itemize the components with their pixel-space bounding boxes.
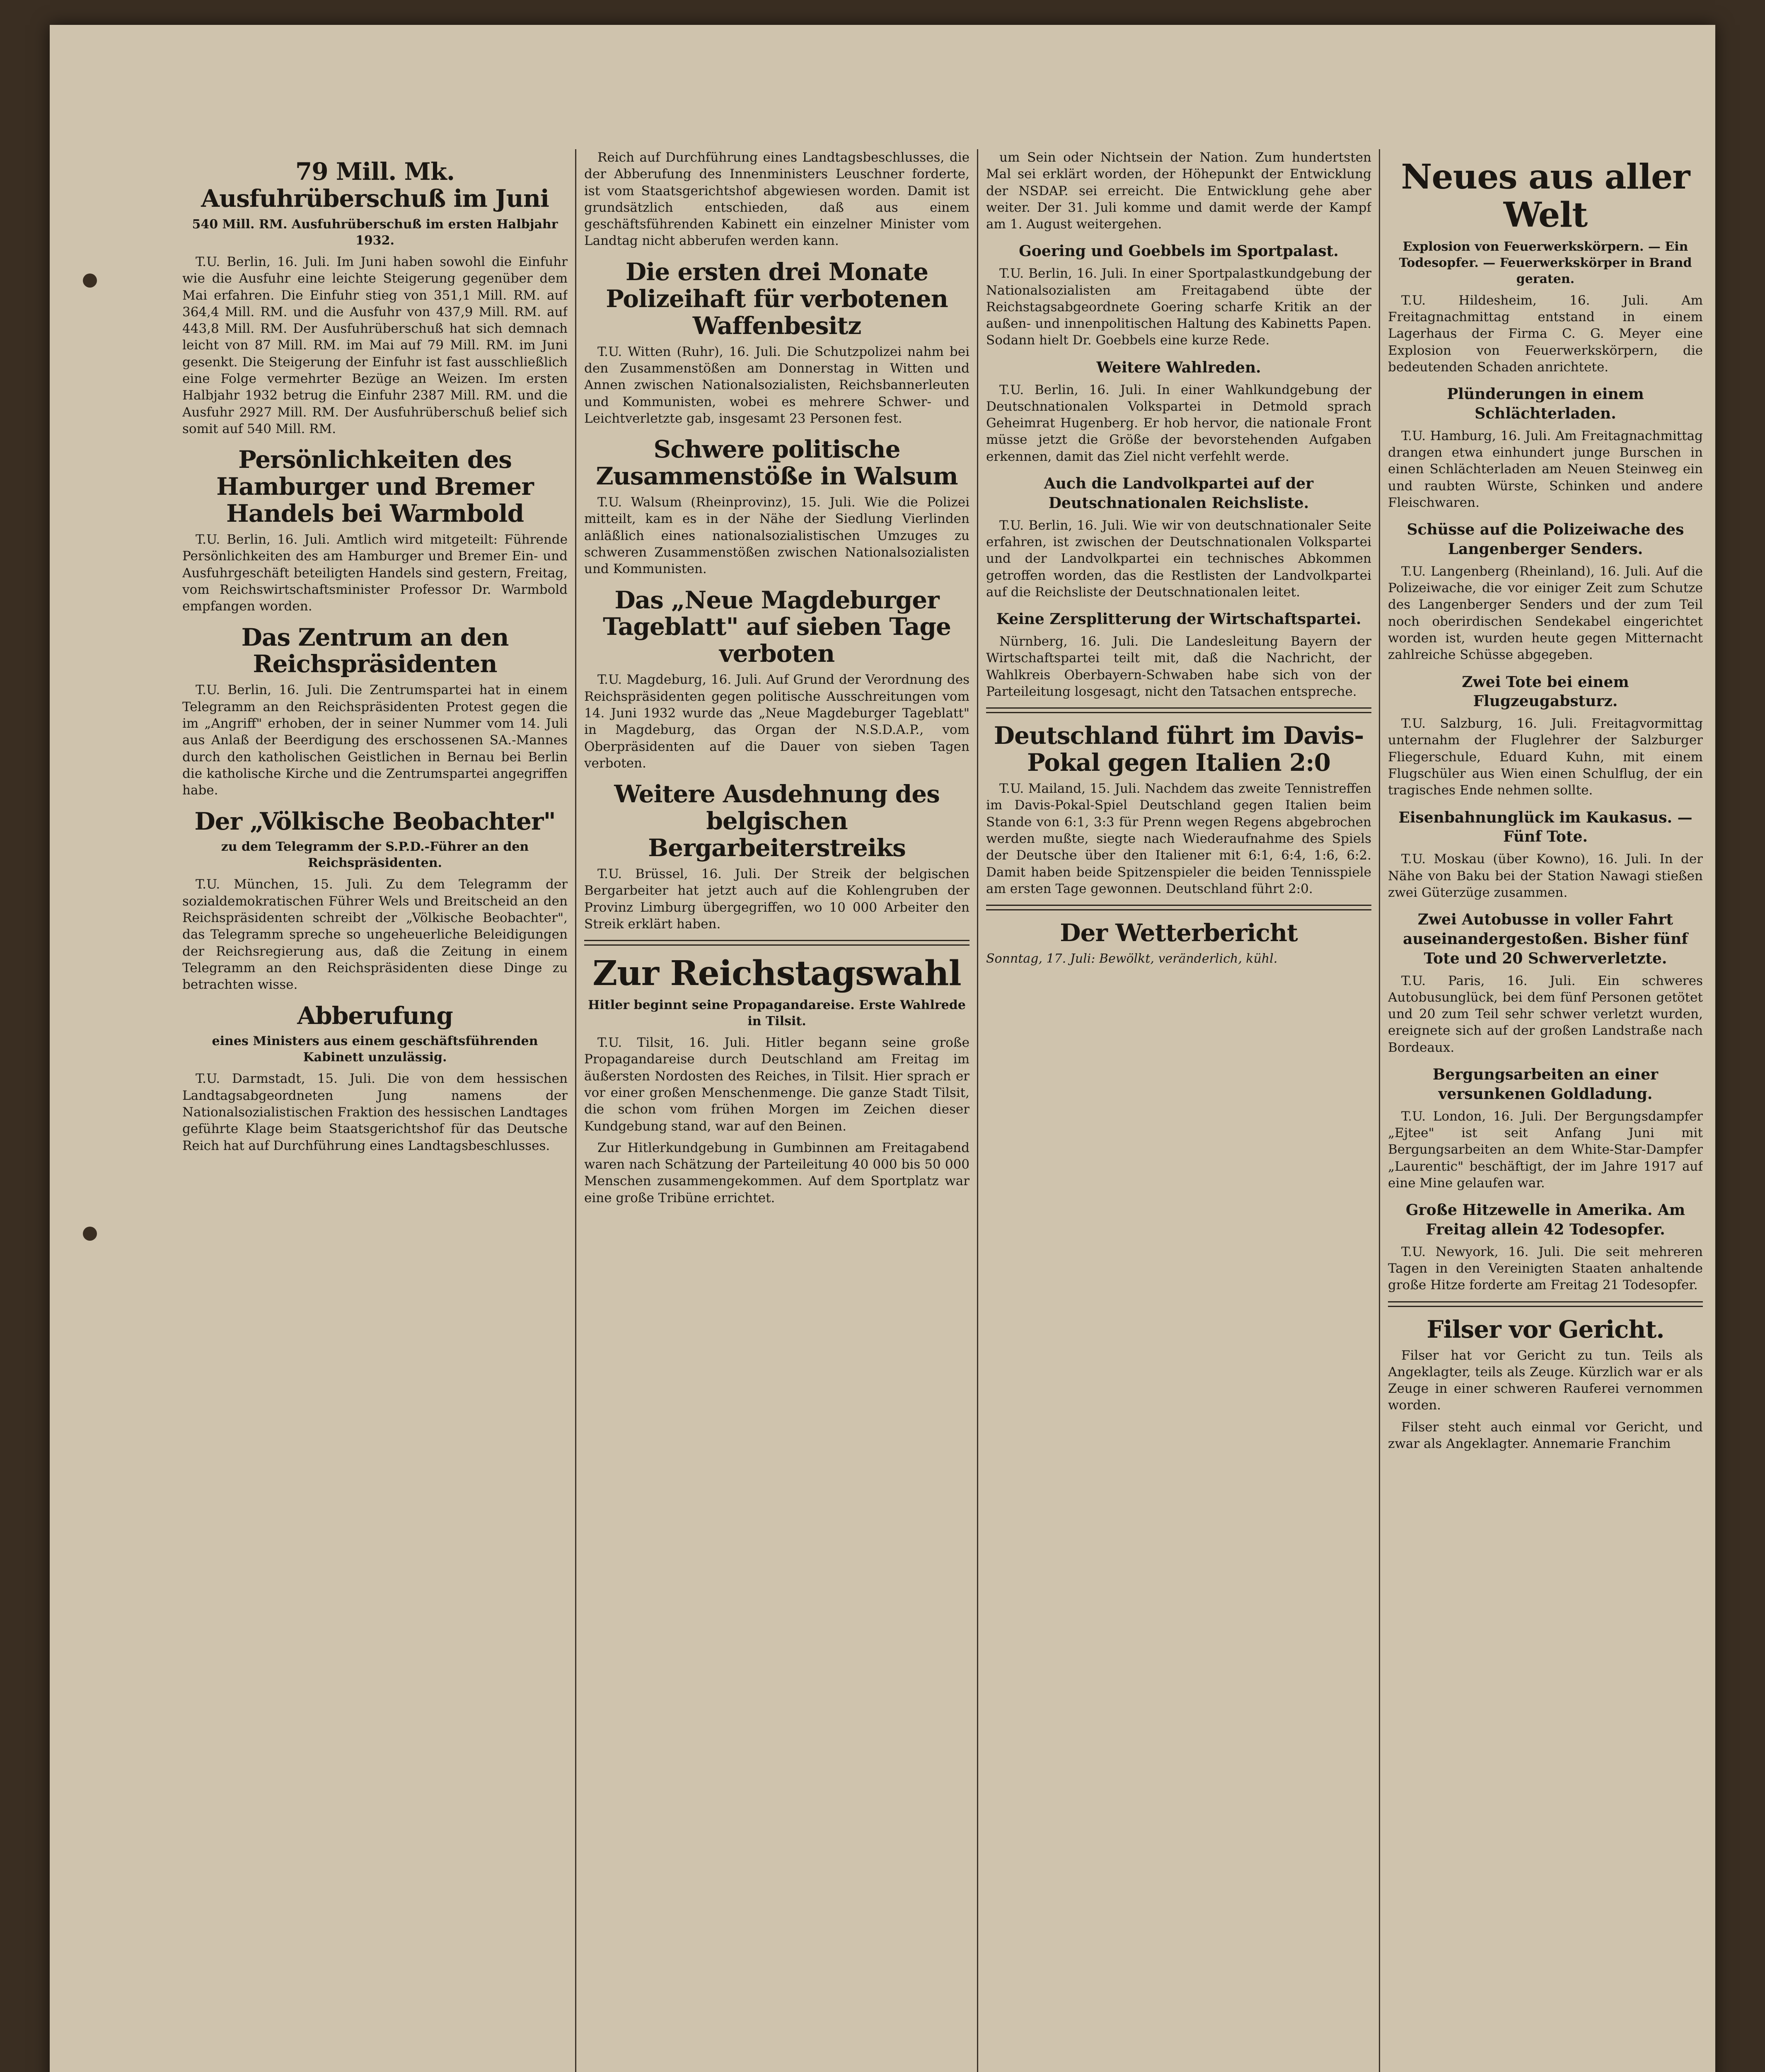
article-headline: Deutschland führt im Davis-Pokal gegen Italien 2:0 <box>994 721 1364 777</box>
punch-hole <box>83 1227 97 1241</box>
article-text: um Sein oder Nichtsein der Nation. Zum hundertsten Mal sei erklärt worden, der Höhepunkt der Entwicklung der NSDAP. sei erreicht. Die Entwicklung gehe aber weiter. Der 31. Juli komme und damit werde der Kampf am 1. August weitergehen. <box>986 150 1371 232</box>
article-headline: Schüsse auf die Polizeiwache des Langenberger Senders. <box>1407 521 1684 558</box>
article-headline: Eisenbahnunglück im Kaukasus. — Fünf Tote. <box>1398 808 1692 846</box>
column-rule <box>575 149 576 2072</box>
article-text: Nürnberg, 16. Juli. Die Landesleitung Bayern der Wirtschaftspartei teilt mit, daß die Nachricht, der Wahlkreis Oberbayern-Schwaben habe sich von der Parteileitung losgesagt, nicht den Tatsachen entspreche. <box>986 634 1371 699</box>
article-headline: Das Zentrum an den Reichspräsidenten <box>241 623 509 678</box>
section-divider <box>986 707 1371 713</box>
article-subheadline: zu dem Telegramm der S.P.D.-Führer an den Reichspräsidenten. <box>221 840 529 871</box>
newspaper-page <box>50 25 1715 2072</box>
article-text: T.U. Darmstadt, 15. Juli. Die von dem hessischen Landtagsabgeordneten Jung namens der Nationalsozialistischen Fraktion des hessischen Landtages geführte Klage beim Staatsgerichtshof für das Deutsche Reich hat auf Durchführung eines Landtagsbeschlusses. <box>182 1071 568 1153</box>
article-text: T.U. Berlin, 16. Juli. In einer Wahlkundgebung der Deutschnationalen Volkspartei in Detmold sprach Geheimrat Hugenberg. Er hob hervor, die nationale Front müsse jetzt die Größe der bevorstehenden Aufgaben erkennen, damit das Ziel nicht verfehlt werde. <box>986 382 1371 464</box>
article-headline: Weitere Ausdehnung des belgischen Bergarbeiterstreiks <box>614 780 940 862</box>
article-text: T.U. London, 16. Juli. Der Bergungsdampfer „Ejtee" ist seit Anfang Juni mit Bergungsarbeiten an dem White-Star-Dampfer „Laurentic" beschäftigt, der im Jahre 1917 auf eine Mine gelaufen war. <box>1388 1109 1703 1191</box>
article-text: T.U. Brüssel, 16. Juli. Der Streik der belgischen Bergarbeiter hat jetzt auch auf die Kohlengruben der Provinz Limburg übergegriffen, wo 10 000 Arbeiter den Streik erklärt haben. <box>584 867 970 932</box>
article-subheadline: 540 Mill. RM. Ausfuhrüberschuß im ersten Halbjahr 1932. <box>192 217 558 248</box>
feuilleton-headline: Filser vor Gericht. <box>1427 1315 1664 1343</box>
article-text: T.U. Walsum (Rheinprovinz), 15. Juli. Wie die Polizei mitteilt, kam es in der Nähe der Siedlung Vierlinden anläßlich eines nationalsozialistischen Umzuges zu schweren Zusammenstößen zwischen Nationalsozialisten und Kommunisten. <box>584 495 970 577</box>
article-headline: Der „Völkische Beobachter" <box>194 807 556 835</box>
weather-headline: Der Wetterbericht <box>1060 919 1298 947</box>
article-subheadline: Explosion von Feuerwerkskörpern. — Ein Todesopfer. — Feuerwerkskörper in Brand geraten. <box>1399 239 1692 286</box>
article-headline: Bergungsarbeiten an einer versunkenen Goldladung. <box>1432 1066 1659 1103</box>
column-1 <box>182 149 568 2072</box>
article-text: Zur Hitlerkundgebung in Gumbinnen am Freitagabend waren nach Schätzung der Parteileitung 40 000 bis 50 000 Menschen zusammengekommen. Auf dem Sportplatz war eine große Tribüne errichtet. <box>584 1140 970 1205</box>
article-headline: Zwei Autobusse in voller Fahrt auseinandergestoßen. Bisher fünf Tote und 20 Schwerverletzte. <box>1403 911 1688 967</box>
column-rule <box>977 149 978 2072</box>
article-headline: Das „Neue Magdeburger Tageblatt" auf sieben Tage verboten <box>603 586 951 668</box>
section-divider <box>584 940 970 946</box>
column-2 <box>584 149 970 2072</box>
article-text: T.U. Berlin, 16. Juli. Amtlich wird mitgeteilt: Führende Persönlichkeiten des am Hamburger und Bremer Ein- und Ausfuhrgeschäft beteiligten Handels sind gestern, Freitag, vom Reichswirtschaftsminister Professor Dr. Warmbold empfangen worden. <box>182 532 568 614</box>
column-3 <box>986 149 1371 2072</box>
article-headline: Auch die Landvolkpartei auf der Deutschnationalen Reichsliste. <box>1044 475 1314 512</box>
weather-forecast: Sonntag, 17. Juli: Bewölkt, veränderlich, kühl. <box>986 951 1278 966</box>
article-text: T.U. Salzburg, 16. Juli. Freitagvormittag unternahm der Fluglehrer der Salzburger Fliegerschule, Eduard Kuhn, mit einem Flugschüler aus Wien einen Schulflug, der ein tragisches Ende nehmen sollte. <box>1388 716 1703 798</box>
column-rule <box>1379 149 1380 2072</box>
article-text: T.U. Hildesheim, 16. Juli. Am Freitagnachmittag entstand in einem Lagerhaus der Firma C. G. Meyer eine Explosion von Feuerwerkskörpern, die bedeutenden Schaden anrichtete. <box>1388 293 1703 375</box>
section-divider <box>986 905 1371 910</box>
article-headline: 79 Mill. Mk. Ausfuhrüberschuß im Juni <box>201 157 549 213</box>
article-text: T.U. Paris, 16. Juli. Ein schweres Autobusunglück, bei dem fünf Personen getötet und 20 zum Teil sehr schwer verletzt wurden, ereignete sich auf der großen Landstraße nach Bordeaux. <box>1388 973 1703 1055</box>
article-headline: Zwei Tote bei einem Flugzeugabsturz. <box>1462 673 1629 710</box>
article-headline: Abberufung <box>297 1001 453 1030</box>
article-subheadline: Hitler beginnt seine Propagandareise. Erste Wahlrede in Tilsit. <box>588 998 966 1029</box>
article-text: T.U. Berlin, 16. Juli. In einer Sportpalastkundgebung der Nationalsozialisten am Freitagabend übte der Reichstagsabgeordnete Goering scharfe Kritik an der außen- und innenpolitischen Haltung des Kabinetts Papen. Sodann hielt Dr. Goebbels eine kurze Rede. <box>986 266 1371 348</box>
section-headline: Zur Reichstagswahl <box>592 954 961 994</box>
article-text: T.U. Witten (Ruhr), 16. Juli. Die Schutzpolizei nahm bei den Zusammenstößen am Donnerstag in Witten und Annen zwischen Nationalsozialisten, Reichsbannerleuten und Kommunisten, wobei es mehrere Schwer- und Leichtverletzte gab, insgesamt 23 Personen fest. <box>584 344 970 426</box>
article-text: T.U. Berlin, 16. Juli. Die Zentrumspartei hat in einem Telegramm an den Reichspräsidenten Protest gegen die im „Angriff" erhoben, der in seiner Nummer vom 14. Juli aus Anlaß der Beerdigung des erschossenen SA.-Mannes durch den katholischen Geistlichen in Bernau bei Berlin die katholische Kirche und die Zentrumspartei angegriffen habe. <box>182 683 568 798</box>
article-text: T.U. Langenberg (Rheinland), 16. Juli. Auf die Polizeiwache, die vor einiger Zeit zum Schutze des Langenberger Senders und der zum Teil noch oberirdischen Sendekabel eingerichtet worden ist, wurden heute gegen Mitternacht zahlreiche Schüsse abgegeben. <box>1388 564 1703 663</box>
article-text: T.U. Tilsit, 16. Juli. Hitler begann seine große Propagandareise durch Deutschland am Freitag im äußersten Nordosten des Reiches, in Tilsit. Hier sprach er vor einer großen Menschenmenge. Die ganze Stadt Tilsit, die schon vom frühen Morgen im Zeichen dieser Kundgebung stand, war auf den Beinen. <box>584 1035 970 1134</box>
column-4 <box>1388 149 1703 2072</box>
article-text: T.U. München, 15. Juli. Zu dem Telegramm der sozialdemokratischen Führer Wels und Breitscheid an den Reichspräsidenten schreibt der „Völkische Beobachter", das Telegramm spreche so ungeheuerliche Beleidigungen der Reichsregierung aus, daß die Zeitung in einem Telegramm an den Reichspräsidenten diese Dinge zu betrachten wisse. <box>182 877 568 992</box>
article-text: Reich auf Durchführung eines Landtagsbeschlusses, die der Abberufung des Innenministers Leuschner forderte, ist vom Staatsgerichtshof abgewiesen worden. Damit ist grundsätzlich entschieden, daß aus einem geschäftsführenden Kabinett ein einzelner Minister vom Landtag nicht abberufen werden kann. <box>584 150 970 249</box>
article-headline: Keine Zersplitterung der Wirtschaftspartei. <box>996 610 1361 628</box>
article-subheadline: eines Ministers aus einem geschäftsführenden Kabinett unzulässig. <box>212 1034 538 1065</box>
article-headline: Weitere Wahlreden. <box>1096 358 1261 376</box>
article-headline: Schwere politische Zusammenstöße in Walsum <box>596 435 958 491</box>
article-text: T.U. Newyork, 16. Juli. Die seit mehreren Tagen in den Vereinigten Staaten anhaltende große Hitze forderte am Freitag 21 Todesopfer. <box>1388 1244 1703 1293</box>
article-text: T.U. Hamburg, 16. Juli. Am Freitagnachmittag drangen etwa einhundert junge Burschen in einen Schlächterladen am Neuen Steinweg ein und raubten Würste, Schinken und andere Fleischwaren. <box>1388 428 1703 510</box>
article-text: T.U. Berlin, 16. Juli. Im Juni haben sowohl die Einfuhr wie die Ausfuhr eine leichte Steigerung gegenüber dem Mai erfahren. Die Einfuhr stieg von 351,1 Mill. RM. auf 364,4 Mill. RM. und die Ausfuhr von 437,9 Mill. RM. auf 443,8 Mill. RM. Der Ausfuhrüberschuß hat sich demnach leicht von 87 Mill. RM. im Mai auf 79 Mill. RM. im Juni gesenkt. Die Steigerung der Einfuhr ist fast ausschließlich eine Folge vermehrter Bezüge an Weizen. Im ersten Halbjahr 1932 betrug die Einfuhr 2387 Mill. RM. und die Ausfuhr 2927 Mill. RM. Der Ausfuhrüberschuß belief sich somit auf 540 Mill. RM. <box>182 254 568 436</box>
article-text: T.U. Berlin, 16. Juli. Wie wir von deutschnationaler Seite erfahren, ist zwischen der Deutschnationalen Volkspartei und der Landvolkpartei ein technisches Abkommen getroffen worden, das die Restlisten der Landvolkpartei auf die Reichsliste der Deutschnationalen leitet. <box>986 518 1371 600</box>
binding-holes <box>66 25 116 2072</box>
article-headline: Goering und Goebbels im Sportpalast. <box>1019 242 1339 260</box>
article-headline: Persönlichkeiten des Hamburger und Bremer Handels bei Warmbold <box>216 445 534 528</box>
article-text: T.U. Magdeburg, 16. Juli. Auf Grund der Verordnung des Reichspräsidenten gegen politische Ausschreitungen vom 14. Juni 1932 wurde das „Neue Magdeburger Tageblatt" in Magdeburg, das Organ der N.S.D.A.P., vom Oberpräsidenten auf die Dauer von sieben Tagen verboten. <box>584 672 970 771</box>
article-headline: Große Hitzewelle in Amerika. Am Freitag allein 42 Todesopfer. <box>1405 1201 1685 1238</box>
punch-hole <box>83 274 97 288</box>
article-text: Filser steht auch einmal vor Gericht, und zwar als Angeklagter. Annemarie Franchim <box>1388 1419 1703 1452</box>
article-headline: Plünderungen in einem Schlächterladen. <box>1447 385 1644 422</box>
article-headline: Die ersten drei Monate Polizeihaft für verbotenen Waffenbesitz <box>606 257 948 340</box>
section-divider <box>1388 1301 1703 1307</box>
article-text: T.U. Moskau (über Kowno), 16. Juli. In der Nähe von Baku bei der Station Nawagi stießen zwei Güterzüge zusammen. <box>1388 852 1703 900</box>
article-text: T.U. Mailand, 15. Juli. Nachdem das zweite Tennistreffen im Davis-Pokal-Spiel Deutschland gegen Italien beim Stande von 6:1, 3:3 für Prenn wegen Regens abgebrochen werden mußte, siegte nach Wiederaufnahme des Spiels der Deutsche über den Italiener mit 6:1, 6:4, 1:6, 6:2. Damit haben beide Spitzenspieler die beiden Tennisspiele am ersten Tage gewonnen. Deutschland führt 2:0. <box>986 781 1371 896</box>
article-text: Filser hat vor Gericht zu tun. Teils als Angeklagter, teils als Zeuge. Kürzlich war er als Zeuge in einer schweren Rauferei vernommen worden. <box>1388 1348 1703 1413</box>
section-headline: Neues aus aller Welt <box>1401 157 1690 235</box>
